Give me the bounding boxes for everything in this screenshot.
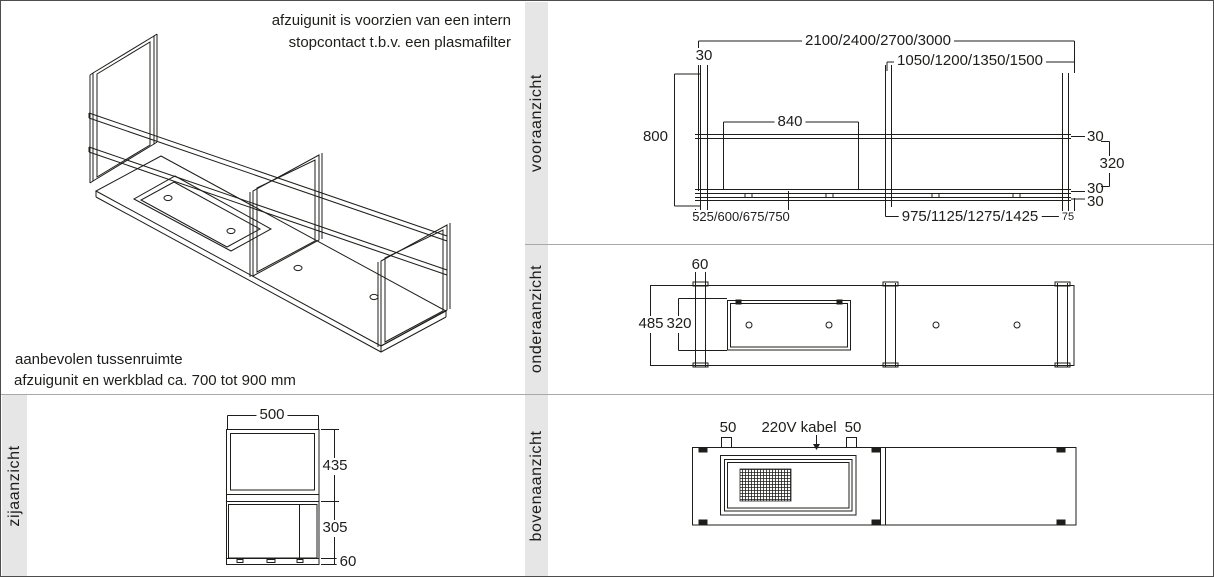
- view-label-zijaanzicht: zijaanzicht: [6, 445, 23, 527]
- dim-right-offsets: 975/1125/1275/1425: [899, 209, 1042, 226]
- dim-section-width: 1050/1200/1350/1500: [894, 53, 1046, 70]
- note-plasmafilter-line2: stopcontact t.b.v. een plasmafilter: [288, 34, 511, 51]
- dim-filter-width-840: 840: [774, 114, 805, 131]
- side-view-lines: [227, 416, 340, 565]
- dim-left-offsets: 525/600/675/750: [689, 210, 793, 224]
- dim-upper-435: 435: [319, 458, 350, 475]
- technical-drawing: [1, 1, 1214, 577]
- dim-plate-60: 60: [337, 554, 360, 571]
- dim-corner-75: 75: [1059, 211, 1077, 223]
- dim-depth-500: 500: [256, 407, 287, 424]
- view-label-onderaanzicht: onderaanzicht: [528, 264, 545, 374]
- dim-rail-depth-60: 60: [691, 256, 709, 273]
- note-plasmafilter-line1: afzuigunit is voorzien van een intern: [271, 12, 511, 29]
- note-tussenruimte-line1: aanbevolen tussenruimte: [15, 351, 183, 368]
- dim-lower-305: 305: [319, 520, 350, 537]
- dim-cable-label: 220V kabel: [761, 419, 837, 436]
- dim-height-800: 800: [642, 128, 668, 145]
- dim-plate-edge-30: 30: [1087, 193, 1104, 210]
- dim-body-depth-485: 485: [635, 316, 666, 333]
- dim-rail-spacing-320: 320: [1096, 156, 1127, 173]
- iso-view-lines: [89, 34, 450, 352]
- dim-tab-left-50: 50: [719, 419, 737, 436]
- dim-tab-right-50: 50: [844, 419, 862, 436]
- dim-total-width: 2100/2400/2700/3000: [802, 33, 954, 50]
- note-tussenruimte-line2: afzuigunit en werkblad ca. 700 tot 900 mm: [14, 372, 296, 389]
- top-view-lines: [693, 435, 1077, 525]
- dim-rail-bottom-30: 30: [1087, 180, 1104, 197]
- bottom-view-lines: [651, 272, 1075, 367]
- dim-post-width: 30: [693, 48, 716, 65]
- dim-filter-depth-320: 320: [663, 316, 694, 333]
- dim-rail-top-30: 30: [1087, 128, 1104, 145]
- view-label-vooraanzicht: vooraanzicht: [528, 74, 545, 172]
- view-label-bovenaanzicht: bovenaanzicht: [528, 430, 545, 542]
